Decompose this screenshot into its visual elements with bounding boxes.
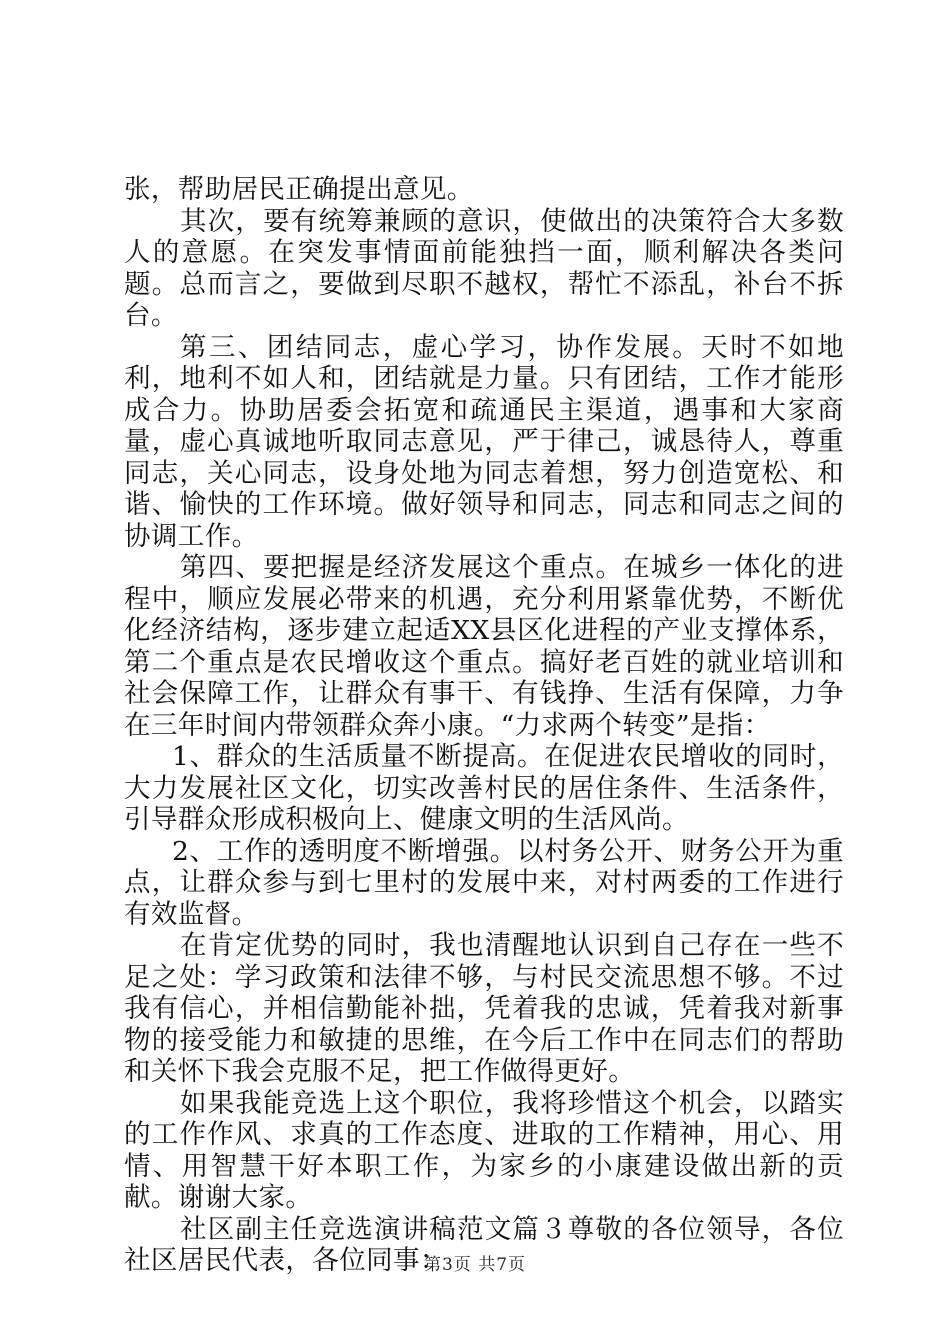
page-number: 第3页 共7页 [423, 1255, 527, 1275]
list-item-2: 2、工作的透明度不断增强。以村务公开、财务公开为重点，让群众参与到七里村的发展中来，对村两委的工作进行有效监督。 [124, 835, 844, 930]
paragraph-second-point: 其次，要有统筹兼顾的意识，使做出的决策符合大多数人的意愿。在突发事情面前能独挡一面，顺利解决各类问题。总而言之，要做到尽职不越权，帮忙不添乱，补台不拆台。 [124, 205, 844, 331]
paragraph-next-article: 社区副主任竞选演讲稿范文篇３尊敬的各位领导，各位社区居民代表，各位同事： [124, 1213, 844, 1276]
paragraph-continuation: 张，帮助居民正确提出意见。 [124, 174, 474, 205]
paragraph-shortcomings: 在肯定优势的同时，我也清醒地认识到自己存在一些不足之处：学习政策和法律不够，与村民交流思想不够。不过我有信心，并相信勤能补拙，凭着我的忠诚，凭着我对新事物的接受能力和敏捷的思维，在今后工作中在同志们的帮助和关怀下我会克服不足，把工作做得更好。 [124, 930, 844, 1087]
list-item-1: 1、群众的生活质量不断提高。在促进农民增收的同时，大力发展社区文化，切实改善村民的居住条件、生活条件，引导群众形成积极向上、健康文明的生活风尚。 [124, 741, 844, 835]
paragraph-fourth-point: 第四、要把握是经济发展这个重点。在城乡一体化的进程中，顺应发展必带来的机遇，充分利用紧靠优势，不断优化经济结构，逐步建立起适XX县区化进程的产业支撑体系，第二个重点是农民增收这个重点。搞好老百姓的就业培训和社会保障工作，让群众有事干、有钱挣、生活有保障，力争在三年时间内带领群众奔小康。“力求两个转变”是指： [124, 552, 844, 741]
document-body [124, 174, 844, 1277]
paragraph-third-point: 第三、团结同志，虚心学习，协作发展。天时不如地利，地利不如人和，团结就是力量。只有团结，工作才能形成合力。协助居委会拓宽和疏通民主渠道，遇事和大家商量，虚心真诚地听取同志意见，严于律己，诚恳待人，尊重同志，关心同志，设身处地为同志着想，努力创造宽松、和谐、愉快的工作环境。做好领导和同志，同志和同志之间的协调工作。 [124, 331, 844, 552]
paragraph-closing: 如果我能竞选上这个职位，我将珍惜这个机会，以踏实的工作作风、求真的工作态度、进取的工作精神，用心、用情、用智慧干好本职工作，为家乡的小康建设做出新的贡献。谢谢大家。 [124, 1087, 844, 1213]
